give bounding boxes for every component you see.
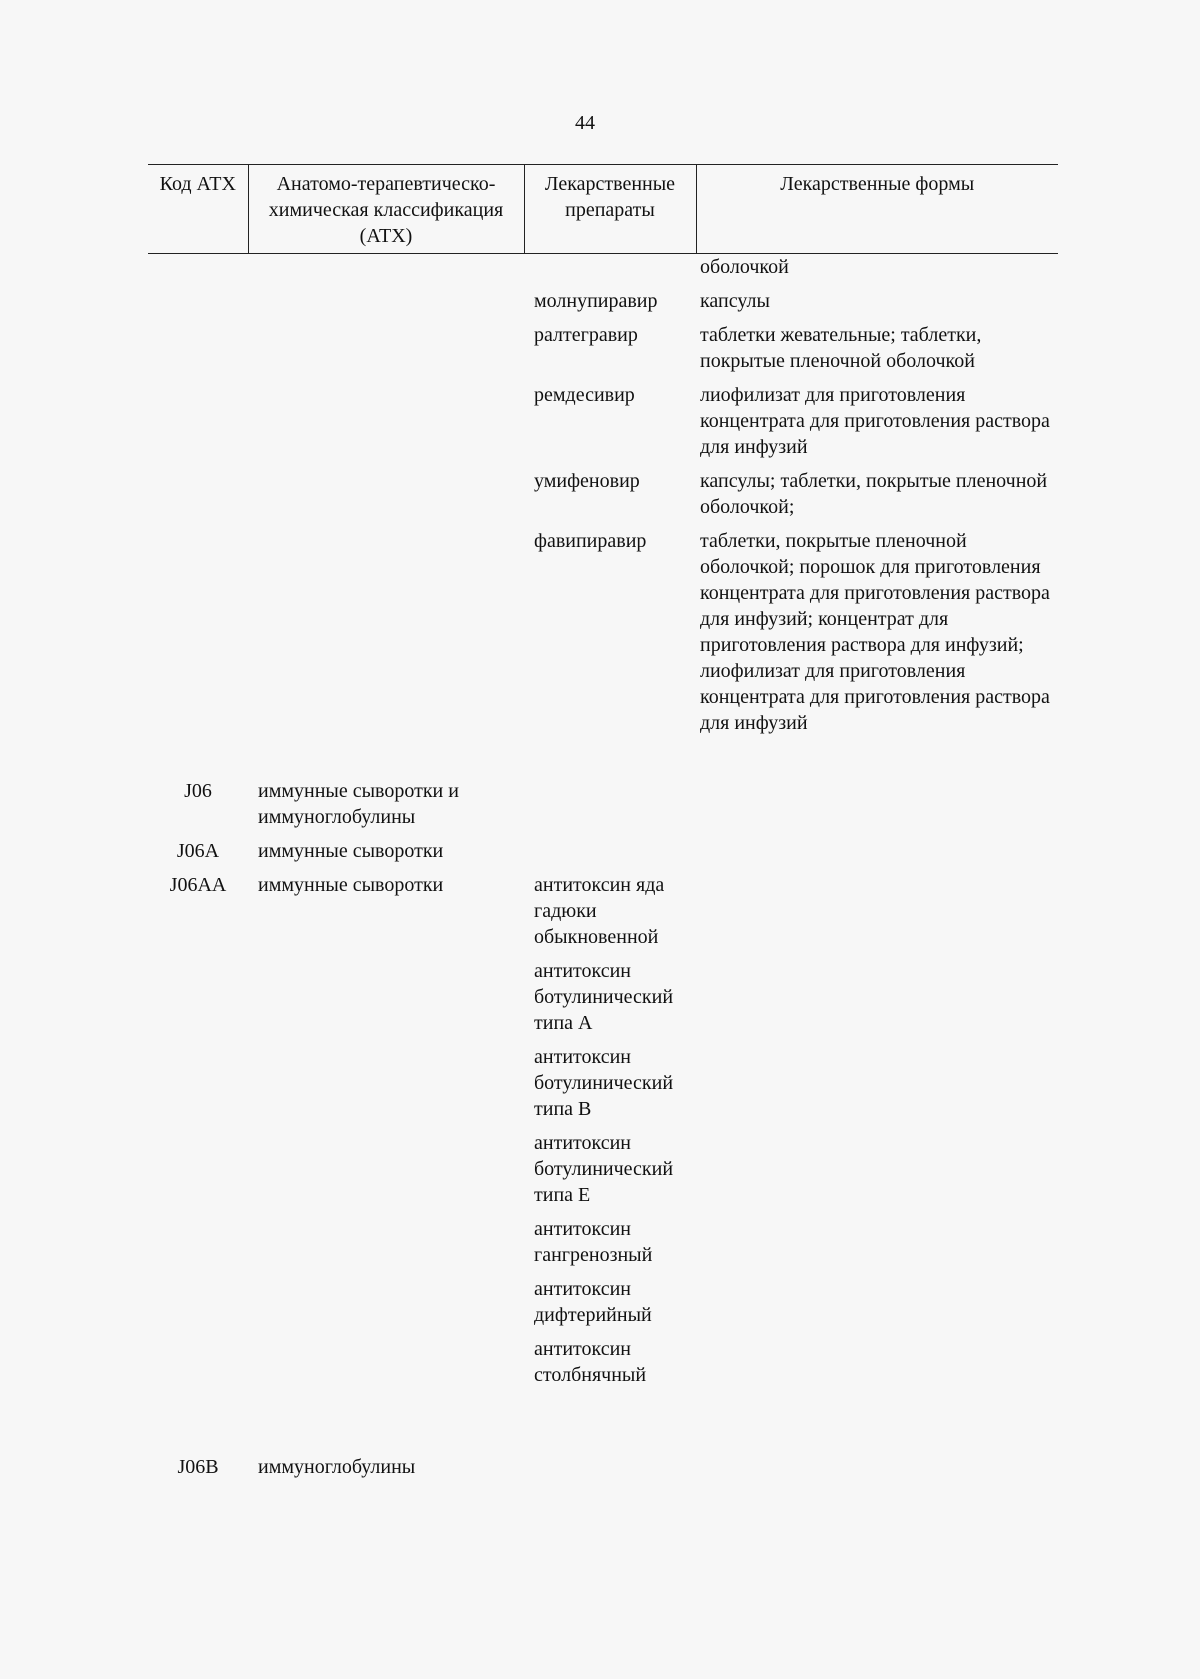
atc-group-name: иммунные сыворотки (258, 874, 444, 896)
header-atc-classification: Анатомо-терапевтическо-химическая классификация (АТХ) (248, 165, 524, 254)
atc-table (148, 164, 1058, 1480)
atc-group-name: иммуноглобулины (258, 1456, 416, 1478)
drug-name: ремдесивир (534, 384, 635, 406)
table-row (148, 288, 1058, 314)
drug-list (524, 872, 696, 1396)
drug-name: молнупиравир (534, 290, 658, 312)
header-dosage-forms: Лекарственные формы (696, 165, 1058, 254)
page-number: 44 (575, 112, 595, 134)
dosage-form: таблетки, покрытые пленочной оболочкой; порошок для приготовления концентрата для приготовления раствора для инфузий; концентрат для приготовления раствора для инфузий; лиофилизат для приготовления концентрата для приготовления раствора для инфузий (700, 530, 1050, 734)
header-atc-code: Код АТХ (148, 165, 248, 254)
table-row (148, 382, 1058, 460)
table-row (148, 254, 1058, 281)
table-row (148, 528, 1058, 736)
drug-name: антитоксин гангренозный (534, 1218, 653, 1266)
table-row (148, 872, 1058, 1396)
drug-name: антитоксин дифтерийный (534, 1278, 652, 1326)
drug-name: ралтегравир (534, 324, 638, 346)
atc-code: J06AA (169, 874, 227, 896)
atc-group-name: иммунные сыворотки (258, 840, 444, 862)
table-row (148, 322, 1058, 374)
drug-name: антитоксин столбнячный (534, 1338, 647, 1386)
dosage-form: капсулы; таблетки, покрытые пленочной оболочкой; (700, 470, 1048, 518)
drug-name: фавипиравир (534, 530, 647, 552)
atc-code: J06A (176, 840, 220, 862)
atc-code: J06B (177, 1456, 219, 1478)
continuation-form: оболочкой (700, 256, 789, 278)
drug-name: антитоксин яда гадюки обыкновенной (534, 874, 665, 948)
dosage-form: таблетки жевательные; таблетки, покрытые пленочной оболочкой (700, 324, 982, 372)
drug-name: антитоксин ботулинический типа A (534, 960, 674, 1034)
table-row (148, 838, 1058, 864)
dosage-form: капсулы (700, 290, 770, 312)
drug-name: антитоксин ботулинический типа B (534, 1046, 674, 1120)
drug-name: умифеновир (534, 470, 640, 492)
table-row (148, 1454, 1058, 1480)
drug-name: антитоксин ботулинический типа E (534, 1132, 674, 1206)
table-row (148, 778, 1058, 830)
atc-code: J06 (184, 780, 212, 802)
table-row (148, 468, 1058, 520)
atc-group-name: иммунные сыворотки и иммуноглобулины (258, 780, 459, 828)
dosage-form: лиофилизат для приготовления концентрата для приготовления раствора для инфузий (700, 384, 1050, 458)
header-drugs: Лекарственные препараты (524, 165, 696, 254)
table-header-row (148, 165, 1058, 254)
